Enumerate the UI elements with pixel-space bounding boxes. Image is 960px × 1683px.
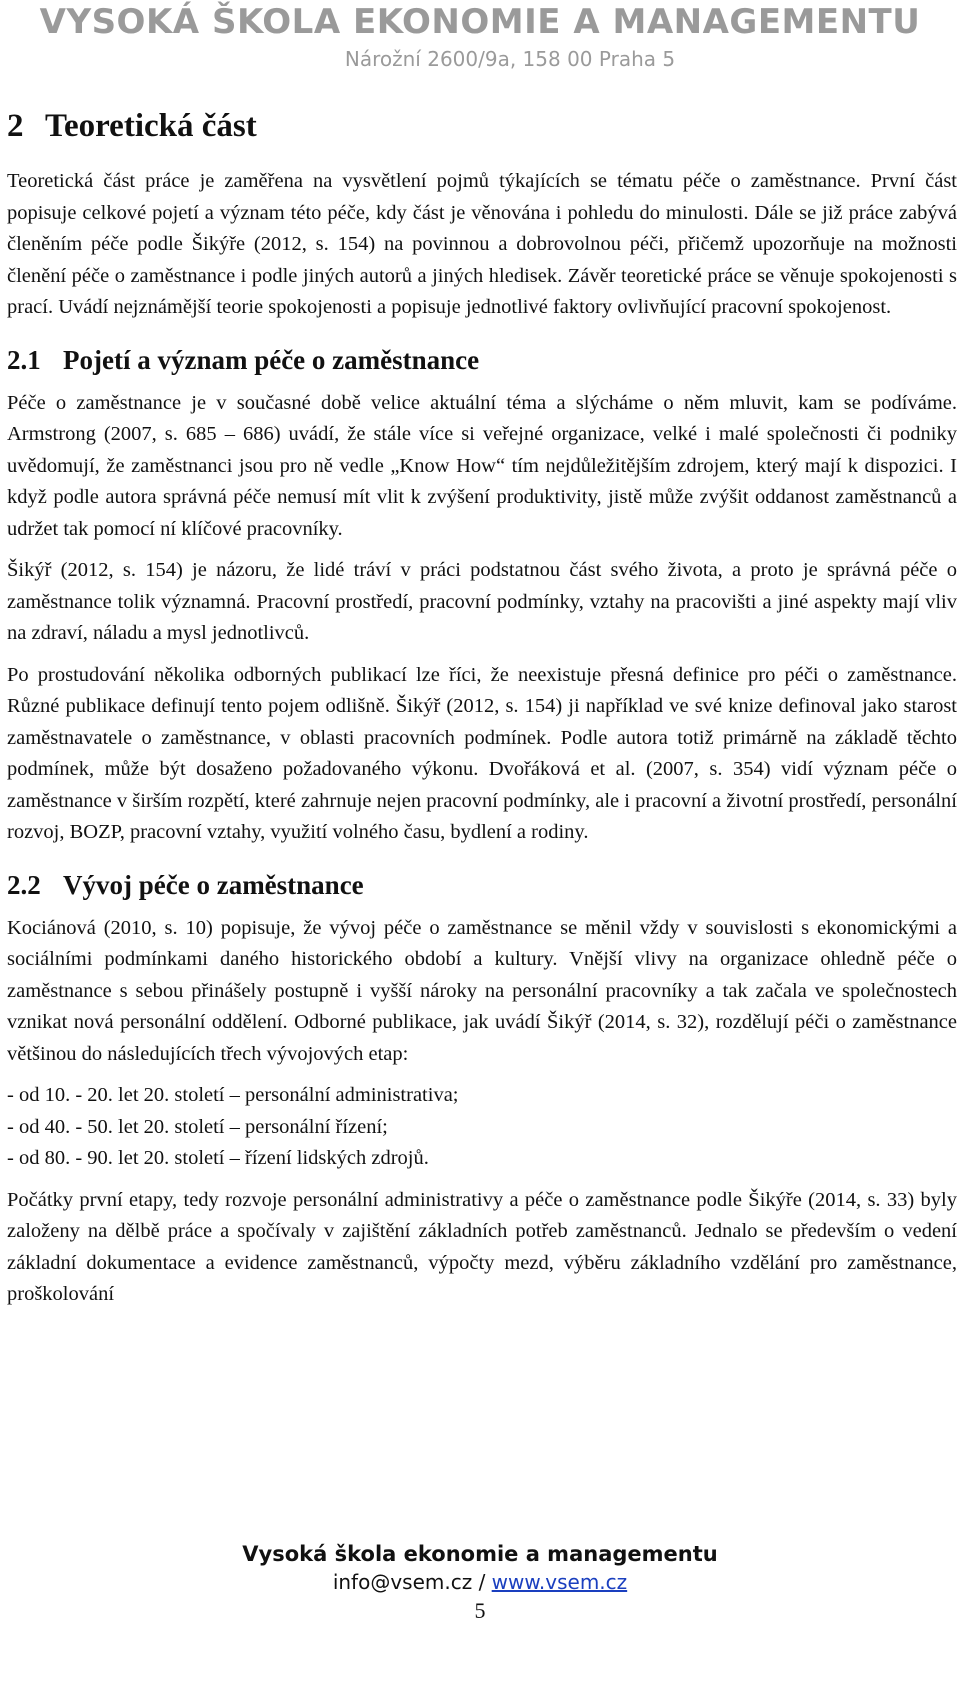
page-number: 5 xyxy=(474,1598,486,1623)
paragraph: Kociánová (2010, s. 10) popisuje, že vývoj péče o zaměstnance se měnil vždy v souvislosti s ekonomickými a sociálními podmínkami daného historického období a kultury. Vnější vlivy na organizace ohledně péče o zaměstnance s sebou přinášely postupně i vyšší nároky na personální pracovníky a tak začala ve společnostech vznikat nová personální oddělení. Odborné publikace, jak uvádí Šikýř (2014, s. 32), rozdělují péči o zaměstnance většinou do následujících třech vývojových etap: xyxy=(7,916,957,1065)
footer-email: info@vsem.cz xyxy=(332,1570,473,1594)
paragraph: Šikýř (2012, s. 154) je názoru, že lidé tráví v práci podstatnou část svého života, a proto je správná péče o zaměstnance tolik významná. Pracovní prostředí, pracovní podmínky, vztahy na pracovišti a jiné aspekty mají vliv na zdraví, náladu a mysl jednotlivců. xyxy=(7,559,957,644)
chapter-title: Teoretická část xyxy=(45,108,257,144)
paragraph: Po prostudování několika odborných publikací lze říci, že neexistuje přesná definice pro péči o zaměstnance. Různé publikace definují tento pojem odlišně. Šikýř (2012, s. 154) ji například ve své knize definoval jako starost zaměstnavatele o zaměstnance, v oblasti pracovních podmínek. Podle autora totiž primárně na základě těchto podmínek, může být dosaženo požadovaného výkonu. Dvořáková et al. (2007, s. 354) vidí význam péče o zaměstnance v širším rozpětí, které zahrnuje nejen pracovní podmínky, ale i pracovní a životní prostředí, personální rozvoj, BOZP, pracovní vztahy, využití volného času, bydlení a rodiny. xyxy=(7,663,957,843)
footer-school-name: Vysoká škola ekonomie a managementu xyxy=(242,1542,718,1566)
section-title: Vývoj péče o zaměstnance xyxy=(63,869,364,900)
document-body xyxy=(7,96,957,1321)
header-title: VYSOKÁ ŠKOLA EKONOMIE A MANAGEMENTU xyxy=(39,2,921,42)
header-address: Nárožní 2600/9a, 158 00 Praha 5 xyxy=(344,47,676,71)
section-number: 2.1 xyxy=(7,344,41,375)
page-footer xyxy=(0,1540,960,1626)
section-heading-2-2 xyxy=(7,867,957,903)
chapter-intro-paragraph: Teoretická část práce je zaměřena na vysvětlení pojmů týkajících se tématu péče o zaměstnance. První část popisuje celkové pojetí a význam této péče, kdy část je věnována i pohledu do minulosti. Dále se již práce zabývá členěním péče podle Šikýře (2012, s. 154) na povinnou a dobrovolnou péči, přičemž upozorňuje na možnosti členění péče o zaměstnance i podle jiných autorů a jiných hledisek. Závěr teoretické práce se věnuje spokojenosti s prací. Uvádí nejznámější teorie spokojenosti a popisuje jednotlivé faktory ovlivňující pracovní spokojenost. xyxy=(7,170,957,318)
section-number: 2.2 xyxy=(7,869,41,900)
chapter-number: 2 xyxy=(7,108,24,144)
era-list xyxy=(7,1080,957,1175)
list-item: - od 10. - 20. let 20. století – personální administrativa; xyxy=(7,1084,459,1106)
section-title: Pojetí a význam péče o zaměstnance xyxy=(63,344,480,375)
section-heading-2-1 xyxy=(7,342,957,378)
paragraph: Péče o zaměstnance je v současné době velice aktuální téma a slýcháme o něm mluvit, kam se podíváme. Armstrong (2007, s. 685 – 686) uvádí, že stále více si veřejné organizace, velké i malé společnosti či podniky uvědomují, že zaměstnanci jsou pro ně vedle „Know How“ tím nejdůležitějším zdrojem, který mají k dispozici. I když podle autora správná péče nemusí mít vlit k zvýšení produktivity, jistě může zvýšit oddanost zaměstnanců a udržet tak pomocí ní klíčové pracovníky. xyxy=(7,391,957,540)
paragraph: Počátky první etapy, tedy rozvoje personální administrativy a péče o zaměstnance podle Šikýře (2014, s. 33) byly založeny na dělbě práce a spočívaly v zajištění základních potřeb zaměstnanců. Jednalo se především o vedení základní dokumentace a evidence zaměstnanců, výpočty mezd, výběru základního vzdělání pro zaměstnance, proškolování xyxy=(7,1188,957,1305)
chapter-heading xyxy=(7,106,957,146)
list-item: - od 40. - 50. let 20. století – personální řízení; xyxy=(7,1115,388,1138)
footer-contact xyxy=(0,1568,960,1596)
list-item: - od 80. - 90. let 20. století – řízení lidských zdrojů. xyxy=(7,1147,429,1169)
footer-separator: / xyxy=(472,1570,492,1594)
footer-website-link[interactable]: www.vsem.cz xyxy=(491,1570,628,1594)
